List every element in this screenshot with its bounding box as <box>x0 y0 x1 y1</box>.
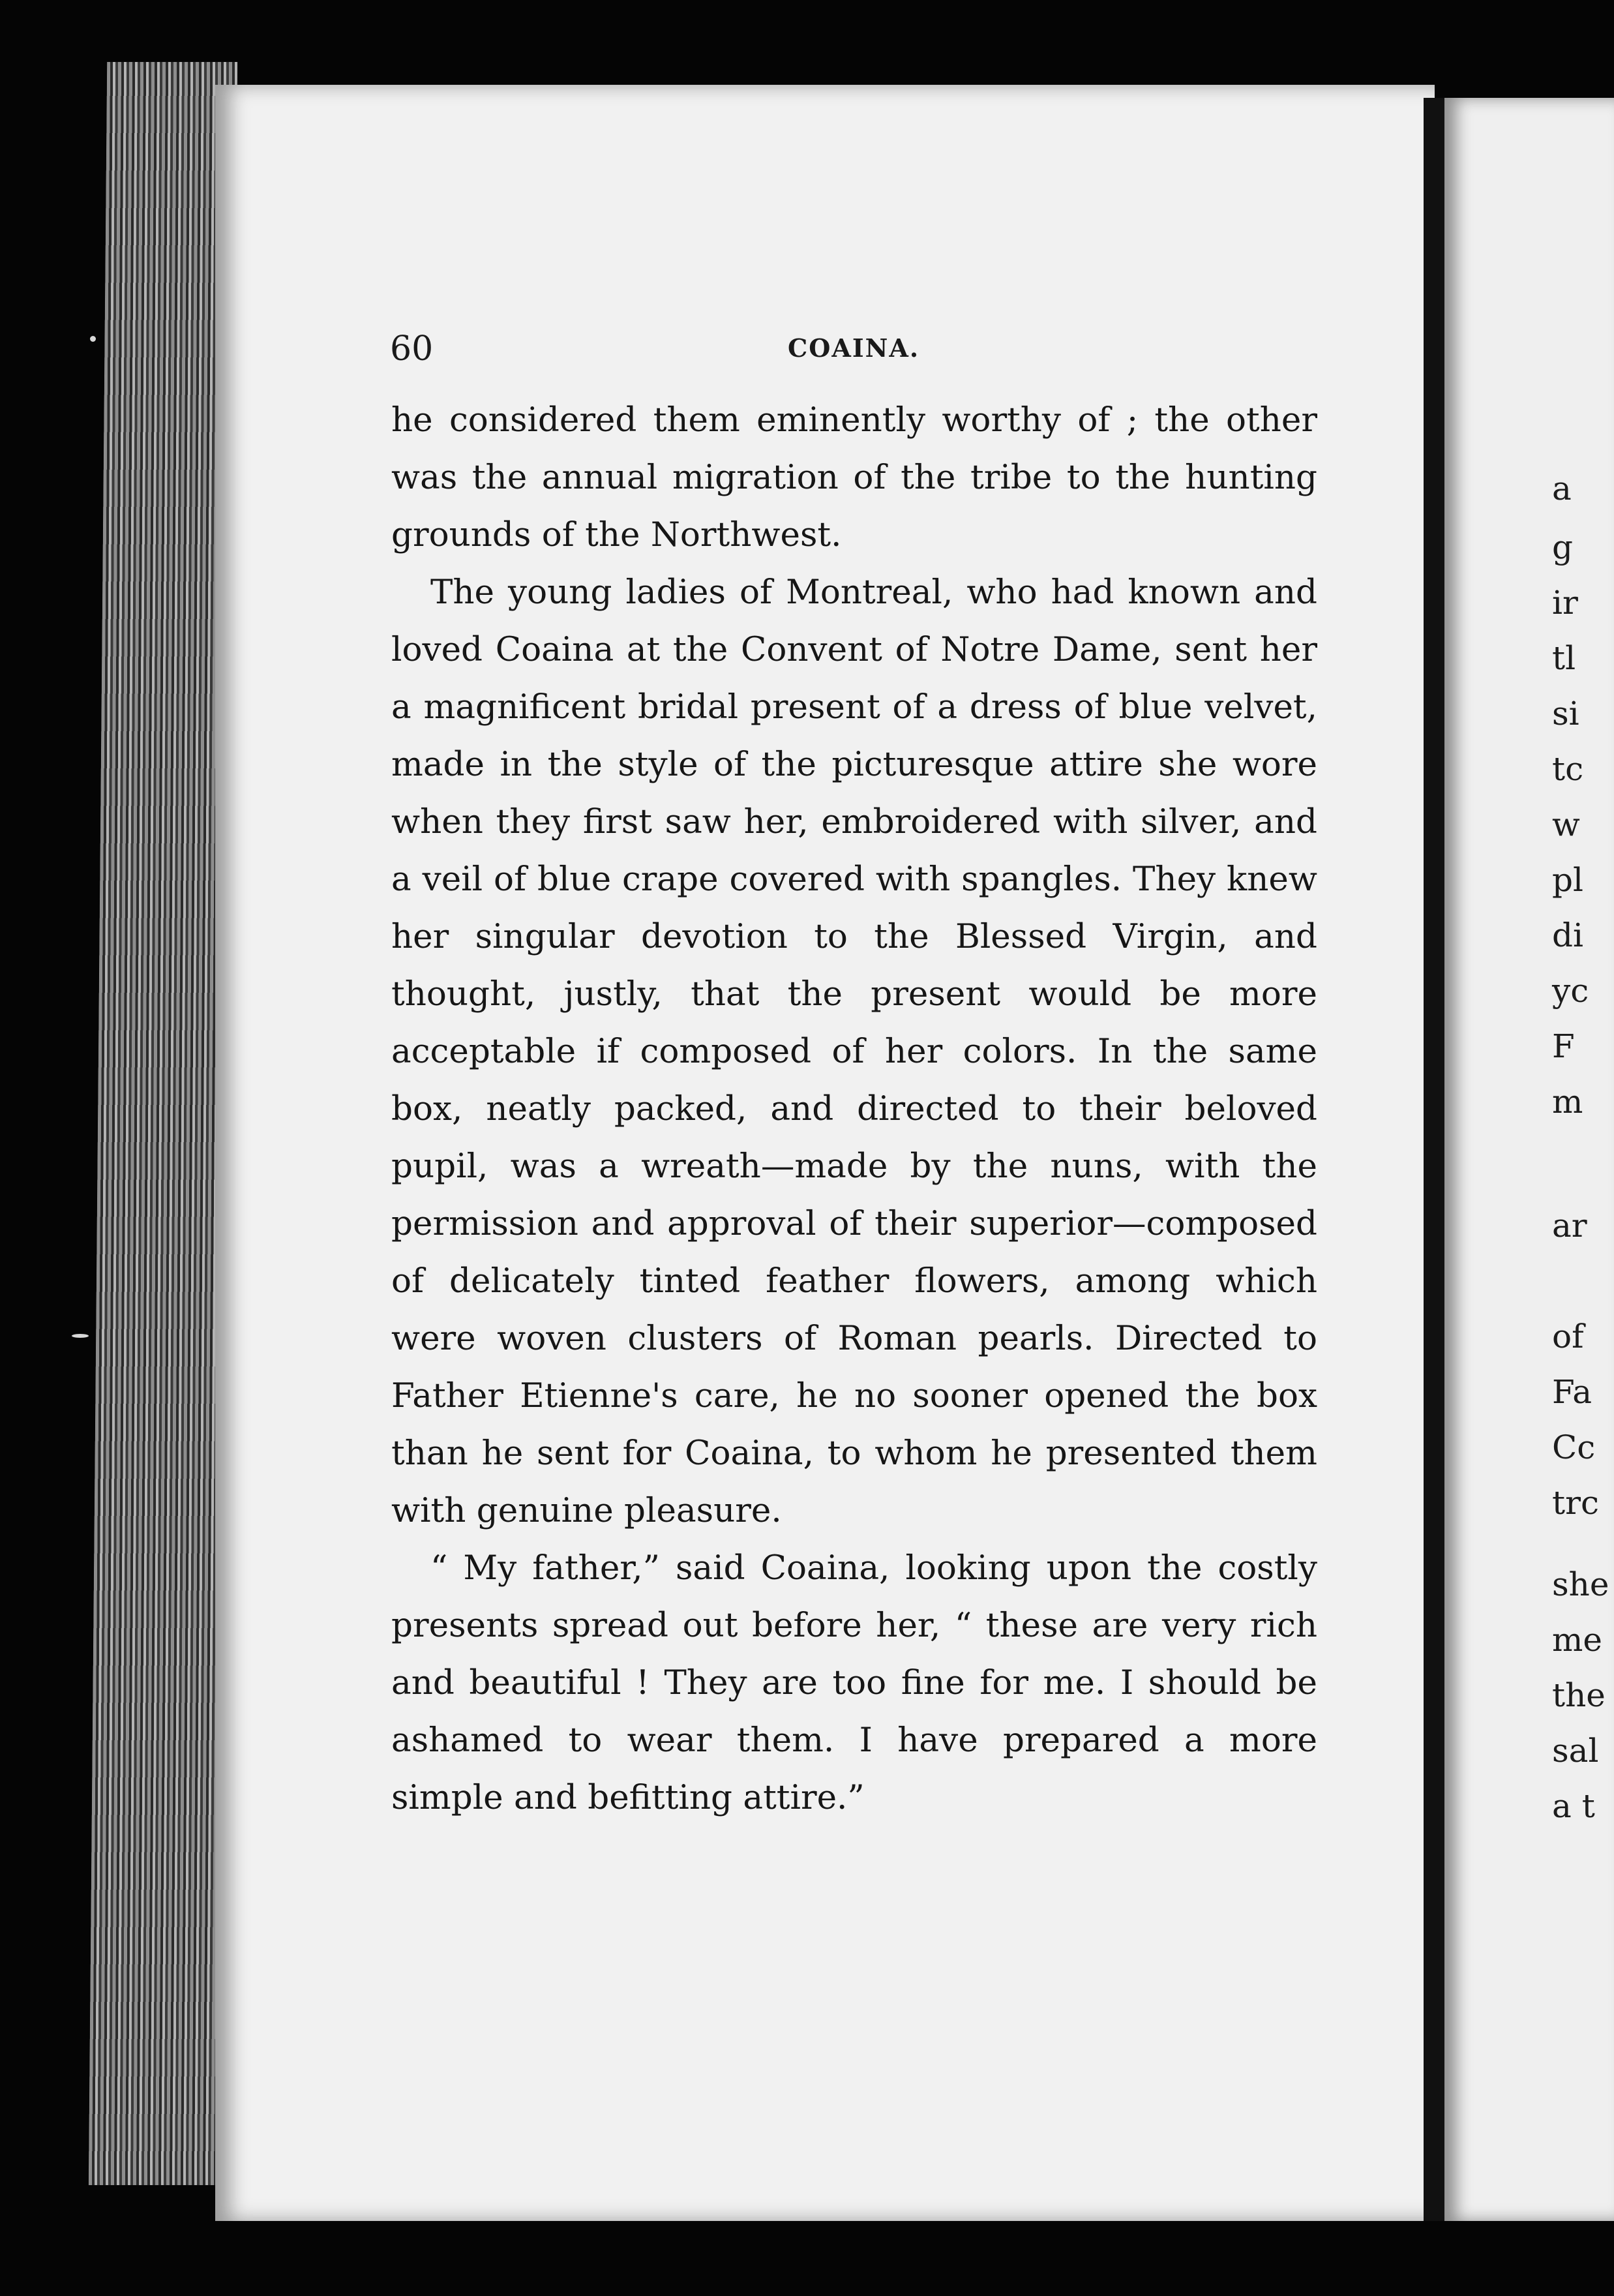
facing-fragment: me <box>1552 1621 1603 1659</box>
facing-fragment: of <box>1552 1318 1584 1355</box>
facing-fragment: sal <box>1552 1732 1599 1770</box>
facing-fragment: m <box>1552 1083 1583 1121</box>
paragraph-1: he considered them eminently worthy of ; the other was the annual migration of the tribe to the hunting grounds of the Northwest. <box>391 400 1317 554</box>
facing-fragment: Fa <box>1552 1373 1592 1411</box>
facing-fragment: Cc <box>1552 1428 1596 1466</box>
paragraph-3: “ My father,” said Coaina, looking upon the costly presents spread out before her, “ these are very rich and beautiful ! They are too fine for me. I should be ashamed to wear them. I have prepared a more simple and befitting attire.” <box>391 1548 1317 1817</box>
facing-fragment: F <box>1552 1027 1575 1065</box>
running-head <box>390 329 1316 375</box>
running-title: COAINA. <box>788 333 920 363</box>
facing-fragment: di <box>1552 916 1583 954</box>
book-gutter <box>1424 98 1446 2221</box>
page-number: 60 <box>390 329 434 369</box>
facing-fragment: a t <box>1552 1787 1595 1825</box>
dust-speck <box>90 336 96 342</box>
dust-speck <box>72 1334 89 1338</box>
facing-fragment: tc <box>1552 750 1584 788</box>
facing-fragment: ar <box>1552 1207 1587 1245</box>
facing-page-text <box>1552 0 1609 2296</box>
facing-fragment: she <box>1552 1565 1609 1603</box>
facing-fragment: pl <box>1552 861 1583 899</box>
facing-fragment: tl <box>1552 639 1576 677</box>
facing-fragment: ir <box>1552 584 1578 622</box>
facing-fragment: g <box>1552 528 1574 566</box>
facing-fragment: w <box>1552 806 1580 843</box>
facing-fragment: a <box>1552 470 1572 507</box>
paragraph-2: The young ladies of Montreal, who had known and loved Coaina at the Convent of Notre Dame, sent her a magnificent bridal present of a dress of blue velvet, made in the style of the picturesque attire she wore when they first saw her, embroidered with silver, and a veil of blue crape covered with spangles. They knew her singular devotion to the Blessed Virgin, and thought, justly, that the present would be more acceptable if composed of her colors. In the same box, neatly packed, and directed to their beloved pupil, was a wreath—made by the nuns, with the permission and approval of their superior—composed of delicately tinted feather flowers, among which were woven clusters of Roman pearls. Directed to Father Etienne's care, he no sooner opened the box than he sent for Coaina, to whom he presented them with genuine pleasure. <box>391 573 1317 1530</box>
facing-fragment: si <box>1552 695 1579 733</box>
facing-fragment: yc <box>1552 972 1589 1010</box>
body-text <box>391 391 1317 1826</box>
facing-fragment: the <box>1552 1676 1606 1714</box>
facing-fragment: trc <box>1552 1484 1599 1522</box>
